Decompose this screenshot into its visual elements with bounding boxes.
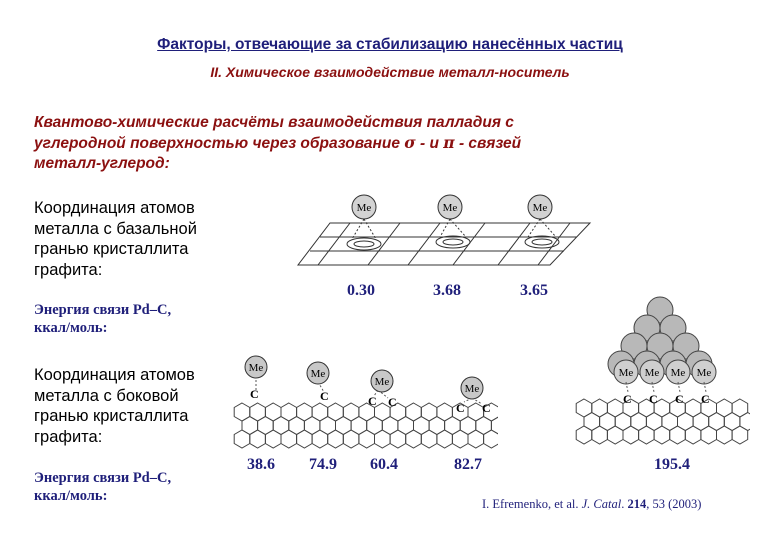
basal-description: [34, 198, 264, 280]
graphite-hexagon: [685, 426, 701, 444]
graphite-hexagon: [576, 426, 592, 444]
graphite-hexagon: [375, 430, 391, 448]
metal-atom-label: Me: [248, 362, 264, 374]
metal-atom-label: Me: [356, 202, 372, 214]
graphite-hexagon: [717, 426, 733, 444]
metal-atom-label: Me: [670, 367, 686, 379]
carbon-label: C: [388, 395, 397, 409]
edge-single-atoms-diagram: [228, 350, 498, 455]
metal-atom-label: Me: [644, 367, 660, 379]
carbon-label: C: [701, 392, 710, 406]
citation-mid: .: [621, 497, 628, 511]
graphite-ring: [525, 236, 559, 248]
edge-line: гранью кристаллита: [34, 407, 189, 425]
metal-atom-label: Me: [374, 376, 390, 388]
qc-line-3: металл-углерод:: [34, 155, 170, 172]
basal-value: 3.68: [433, 282, 461, 299]
graphite-hexagon: [437, 430, 453, 448]
basal-value: 3.65: [520, 282, 548, 299]
graphite-hexagon: [623, 426, 639, 444]
energy-label-basal: [34, 301, 234, 337]
carbon-label: C: [482, 401, 491, 415]
energy-label-line: Энергия связи Pd–C,: [34, 302, 172, 318]
metal-cluster: [608, 297, 716, 384]
graphite-hexagon: [592, 426, 608, 444]
edge-value: 195.4: [654, 456, 690, 473]
graphite-hexagon: [328, 430, 344, 448]
graphite-hexagon: [421, 430, 437, 448]
metal-atom-label: Me: [532, 202, 548, 214]
carbon-label: C: [250, 387, 259, 401]
graphite-hexagon: [654, 426, 670, 444]
metal-atom-label: Me: [696, 367, 712, 379]
basal-plane-diagram: [290, 185, 620, 280]
carbon-label: C: [368, 394, 377, 408]
slide-subtitle: II. Химическое взаимодействие металл-носитель: [210, 64, 570, 80]
carbon-label: C: [320, 389, 329, 403]
carbon-label: C: [456, 401, 465, 415]
edge-cluster-diagram: [570, 290, 750, 455]
graphite-hexagon: [297, 430, 313, 448]
graphite-hexagon: [406, 430, 422, 448]
citation-journal: J. Catal: [581, 497, 622, 511]
energy-label-line: ккал/моль:: [34, 320, 108, 336]
qc-heading: [34, 113, 634, 174]
metal-atom-label: Me: [442, 202, 458, 214]
graphite-hexagon: [250, 430, 266, 448]
graphite-hexagon: [312, 430, 328, 448]
graphite-hexagon: [639, 426, 655, 444]
graphite-hexagon: [234, 430, 250, 448]
edge-line: металла с боковой: [34, 386, 179, 405]
graphite-hexagon: [452, 430, 468, 448]
basal-value: 0.30: [347, 282, 375, 299]
qc-line-2-a: углеродной поверхностью через образование: [34, 135, 405, 152]
graphite-hexagon: [701, 426, 717, 444]
graphite-hexagon: [468, 430, 484, 448]
graphite-hexagon: [484, 430, 498, 448]
energy-label-edge: [34, 469, 234, 505]
citation: [482, 497, 701, 512]
pi-symbol: π: [443, 133, 455, 152]
energy-label-line: Энергия связи Pd–C,: [34, 470, 172, 486]
carbon-label: C: [675, 392, 684, 406]
graphite-hexagon: [732, 426, 748, 444]
qc-line-2-c: - связей: [454, 135, 522, 152]
carbon-label: C: [623, 392, 632, 406]
qc-line-1: Квантово-химические расчёты взаимодействия палладия с: [34, 114, 514, 131]
citation-rest: , 53 (2003): [646, 497, 702, 511]
edge-value: 38.6: [247, 456, 275, 473]
carbon-label: C: [649, 392, 658, 406]
graphite-hexagon: [607, 426, 623, 444]
graphite-hexagon: [390, 430, 406, 448]
graphite-hexagon: [265, 430, 281, 448]
graphite-hexagon: [281, 430, 297, 448]
graphite-ring: [347, 238, 381, 250]
graphite-hexagon: [359, 430, 375, 448]
graphite-ring: [436, 236, 470, 248]
edge-line: графита:: [34, 427, 103, 446]
graphite-edge-lattice: [576, 399, 750, 444]
metal-atom-label: Me: [464, 383, 480, 395]
edge-value: 60.4: [370, 456, 398, 473]
metal-atom-label: Me: [618, 367, 634, 379]
slide-title: Факторы, отвечающие за стабилизацию нанесённых частиц: [157, 36, 623, 53]
edge-line: Координация атомов: [34, 366, 195, 384]
graphite-hexagon: [740, 413, 750, 431]
edge-value: 82.7: [454, 456, 482, 473]
sigma-symbol: σ: [404, 133, 416, 152]
basal-line: гранью кристаллита: [34, 240, 189, 258]
qc-line-2: [34, 133, 634, 154]
qc-line-2-b: - и: [415, 135, 444, 152]
basal-line: металла с базальной: [34, 219, 197, 238]
citation-volume: 214: [627, 497, 647, 511]
basal-line: графита:: [34, 260, 103, 279]
graphite-hexagon: [343, 430, 359, 448]
graphite-hexagon: [670, 426, 686, 444]
citation-authors: I. Efremenko, et al.: [482, 497, 582, 511]
energy-label-line: ккал/моль:: [34, 488, 108, 504]
edge-value: 74.9: [309, 456, 337, 473]
metal-atom-label: Me: [310, 368, 326, 380]
basal-line: Координация атомов: [34, 199, 195, 217]
